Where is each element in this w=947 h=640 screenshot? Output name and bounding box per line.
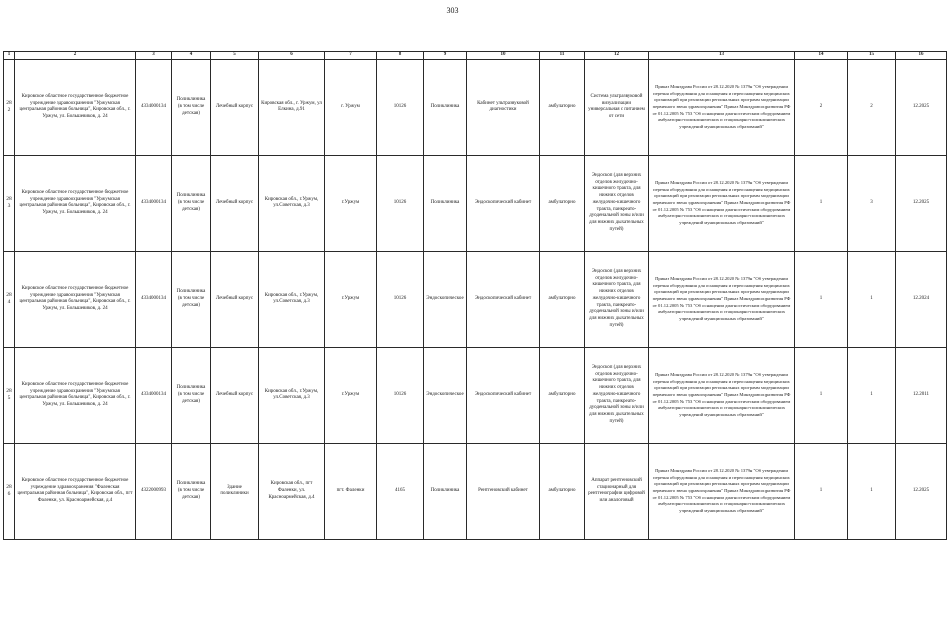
table-cell-c6: Кировская обл., г.Уржум, ул.Советская, д.3 xyxy=(259,347,325,443)
table-cell-c9: Поликлиника xyxy=(424,59,467,155)
column-number: 4 xyxy=(172,52,211,60)
table-cell-c14: 1 xyxy=(795,443,848,539)
table-cell-c6: Кировская обл., г.Уржум, ул.Советская, д.3 xyxy=(259,251,325,347)
column-number: 2 xyxy=(15,52,136,60)
table-cell-c16: 12.2025 xyxy=(896,443,947,539)
table-cell-c5: Лечебный корпус xyxy=(211,251,259,347)
table-cell-c5: Лечебный корпус xyxy=(211,347,259,443)
column-number: 5 xyxy=(211,52,259,60)
column-number: 1 xyxy=(4,52,15,60)
column-number-row xyxy=(4,52,947,60)
table-cell-c13: Приказ Минздрава России от 28.12.2020 № 1379н "Об утверждении перечня оборудования для оснащения и переоснащения медицинских организаций при реализации региональных программ модернизации первичного звена здравоохранения" Приказ Минздравсоцразвития РФ от 01.12.2005 № 753 "Об оснащении диагностическим оборудованием амбулаторно-поликлинических и стационарно-поликлинических учреждений муниципальных образований" xyxy=(649,443,795,539)
table-cell-c7: г. Уржум xyxy=(325,59,377,155)
table-cell-c14: 2 xyxy=(795,59,848,155)
table-cell-c2: Кировское областное государственное бюджетное учреждение здравоохранения "Фаленская центральная районная больница", Кировская обл., пгт Фаленки, ул. Красноармейская, д.4 xyxy=(15,443,136,539)
equipment-table xyxy=(3,51,947,540)
table-cell-c7: пгт. Фаленки xyxy=(325,443,377,539)
table-cell-c12: Эндоскоп (для верхних отделов желудочно-кишечного тракта, для нижних отделов желудочно-кишечного тракта, панкреато-дуоденальной зоны и/или для нижних дыхательных путей) xyxy=(585,155,649,251)
table-cell-c3: 4334000134 xyxy=(136,347,172,443)
table-cell-c16: 12.2025 xyxy=(896,59,947,155)
table-cell-c12: Эндоскоп (для верхних отделов желудочно-кишечного тракта, для нижних отделов желудочно-кишечного тракта, панкреато-дуоденальной зоны и/или для нижних дыхательных путей) xyxy=(585,251,649,347)
table-cell-c8: 4165 xyxy=(377,443,424,539)
table-cell-c15: 1 xyxy=(848,347,896,443)
table-cell-c15: 3 xyxy=(848,155,896,251)
table-cell-c15: 1 xyxy=(848,251,896,347)
column-number: 7 xyxy=(325,52,377,60)
table-cell-c14: 1 xyxy=(795,347,848,443)
column-number: 8 xyxy=(377,52,424,60)
column-number: 3 xyxy=(136,52,172,60)
table-cell-c15: 1 xyxy=(848,443,896,539)
table-cell-c2: Кировское областное государственное бюджетное учреждение здравоохранения "Уржумская центральная районная больница", Кировская обл., г. Уржум, ул. Большевиков, д. 24 xyxy=(15,59,136,155)
table-cell-c13: Приказ Минздрава России от 28.12.2020 № 1379н "Об утверждении перечня оборудования для оснащения и переоснащения медицинских организаций при реализации региональных программ модернизации первичного звена здравоохранения" Приказ Минздравсоцразвития РФ от 01.12.2005 № 753 "Об оснащении диагностическим оборудованием амбулаторно-поликлинических и стационарно-поликлинических учреждений муниципальных образований" xyxy=(649,59,795,155)
table-cell-c1: 282 xyxy=(4,59,15,155)
column-number: 15 xyxy=(848,52,896,60)
table-cell-c10: Эндоскопический кабинет xyxy=(467,251,540,347)
table-cell-c13: Приказ Минздрава России от 28.12.2020 № 1379н "Об утверждении перечня оборудования для оснащения и переоснащения медицинских организаций при реализации региональных программ модернизации первичного звена здравоохранения" Приказ Минздравсоцразвития РФ от 01.12.2005 № 753 "Об оснащении диагностическим оборудованием амбулаторно-поликлинических и стационарно-поликлинических учреждений муниципальных образований" xyxy=(649,251,795,347)
table-cell-c4: Поликлиника (в том числе детская) xyxy=(172,155,211,251)
table-cell-c16: 12.2024 xyxy=(896,251,947,347)
table-cell-c4: Поликлиника (в том числе детская) xyxy=(172,347,211,443)
table-cell-c1: 283 xyxy=(4,155,15,251)
table-cell-c4: Поликлиника (в том числе детская) xyxy=(172,251,211,347)
table-cell-c2: Кировское областное государственное бюджетное учреждение здравоохранения "Уржумская центральная районная больница", Кировская обл., г. Уржум, ул. Большевиков, д. 24 xyxy=(15,347,136,443)
table-cell-c7: г.Уржум xyxy=(325,251,377,347)
table-cell-c5: Лечебный корпус xyxy=(211,59,259,155)
table-cell-c12: Аппарат рентгеновский стационарный для рентгенографии цифровой или аналоговый xyxy=(585,443,649,539)
table-cell-c14: 1 xyxy=(795,251,848,347)
table-cell-c2: Кировское областное государственное бюджетное учреждение здравоохранения "Уржумская центральная районная больница", Кировская обл., г. Уржум, ул. Большевиков, д. 24 xyxy=(15,251,136,347)
column-number: 10 xyxy=(467,52,540,60)
table-cell-c8: 10126 xyxy=(377,155,424,251)
table-cell-c11: амбулаторно xyxy=(540,155,585,251)
column-number: 12 xyxy=(585,52,649,60)
table-cell-c9: Эндоскопическое xyxy=(424,251,467,347)
table-cell-c2: Кировское областное государственное бюджетное учреждение здравоохранения "Уржумская центральная районная больница", Кировская обл., г. Уржум, ул. Большевиков, д. 24 xyxy=(15,155,136,251)
table-cell-c13: Приказ Минздрава России от 28.12.2020 № 1379н "Об утверждении перечня оборудования для оснащения и переоснащения медицинских организаций при реализации региональных программ модернизации первичного звена здравоохранения" Приказ Минздравсоцразвития РФ от 01.12.2005 № 753 "Об оснащении диагностическим оборудованием амбулаторно-поликлинических и стационарно-поликлинических учреждений муниципальных образований" xyxy=(649,347,795,443)
table-cell-c3: 4322000993 xyxy=(136,443,172,539)
table-cell-c6: Кировская обл., г. Уржум, ул Елкина, д.91 xyxy=(259,59,325,155)
page-number: 303 xyxy=(446,6,459,15)
table-row xyxy=(4,59,947,155)
table-cell-c5: Здание поликлиники xyxy=(211,443,259,539)
table-cell-c8: 10126 xyxy=(377,251,424,347)
table-cell-c13: Приказ Минздрава России от 28.12.2020 № 1379н "Об утверждении перечня оборудования для оснащения и переоснащения медицинских организаций при реализации региональных программ модернизации первичного звена здравоохранения" Приказ Минздравсоцразвития РФ от 01.12.2005 № 753 "Об оснащении диагностическим оборудованием амбулаторно-поликлинических и стационарно-поликлинических учреждений муниципальных образований" xyxy=(649,155,795,251)
column-number: 14 xyxy=(795,52,848,60)
table-cell-c4: Поликлиника (в том числе детская) xyxy=(172,443,211,539)
table-cell-c16: 12.2011 xyxy=(896,347,947,443)
table-cell-c6: Кировская обл., г.Уржум, ул.Советская, д.3 xyxy=(259,155,325,251)
table-cell-c14: 1 xyxy=(795,155,848,251)
table-cell-c8: 10126 xyxy=(377,59,424,155)
table-cell-c11: амбулаторно xyxy=(540,251,585,347)
table-cell-c12: Эндоскоп (для верхних отделов желудочно-кишечного тракта, для нижних отделов желудочно-кишечного тракта, панкреато-дуоденальной зоны и/или для нижних дыхательных путей) xyxy=(585,347,649,443)
table-row xyxy=(4,347,947,443)
table-cell-c1: 286 xyxy=(4,443,15,539)
table-cell-c11: амбулаторно xyxy=(540,347,585,443)
table-cell-c7: г.Уржум xyxy=(325,155,377,251)
table-cell-c3: 4334000134 xyxy=(136,59,172,155)
column-number: 16 xyxy=(896,52,947,60)
table-row xyxy=(4,251,947,347)
table-cell-c9: Поликлиника xyxy=(424,155,467,251)
table-cell-c3: 4334000134 xyxy=(136,155,172,251)
table-cell-c10: Эндоскопический кабинет xyxy=(467,347,540,443)
table-cell-c12: Система ультразвуковой визуализации универсальная с питанием от сети xyxy=(585,59,649,155)
table-cell-c11: амбулаторно xyxy=(540,443,585,539)
table-cell-c6: Кировская обл., пгт Фаленки, ул. Красноармейская, д.4 xyxy=(259,443,325,539)
table-cell-c1: 285 xyxy=(4,347,15,443)
table-cell-c10: Рентгеновский кабинет xyxy=(467,443,540,539)
table-row xyxy=(4,155,947,251)
table-cell-c4: Поликлиника (в том числе детская) xyxy=(172,59,211,155)
table-cell-c10: Кабинет ультразвуковой диагностики xyxy=(467,59,540,155)
column-number: 9 xyxy=(424,52,467,60)
column-number: 11 xyxy=(540,52,585,60)
table-cell-c7: г.Уржум xyxy=(325,347,377,443)
table-cell-c8: 10126 xyxy=(377,347,424,443)
table-cell-c16: 12.2025 xyxy=(896,155,947,251)
table-cell-c5: Лечебный корпус xyxy=(211,155,259,251)
table-cell-c9: Поликлиника xyxy=(424,443,467,539)
column-number: 6 xyxy=(259,52,325,60)
table-cell-c1: 284 xyxy=(4,251,15,347)
table-row xyxy=(4,443,947,539)
table-cell-c10: Эндоскопический кабинет xyxy=(467,155,540,251)
table-cell-c3: 4334000134 xyxy=(136,251,172,347)
column-number: 13 xyxy=(649,52,795,60)
table-cell-c9: Эндоскопическое xyxy=(424,347,467,443)
table-cell-c15: 2 xyxy=(848,59,896,155)
table-cell-c11: амбулаторно xyxy=(540,59,585,155)
